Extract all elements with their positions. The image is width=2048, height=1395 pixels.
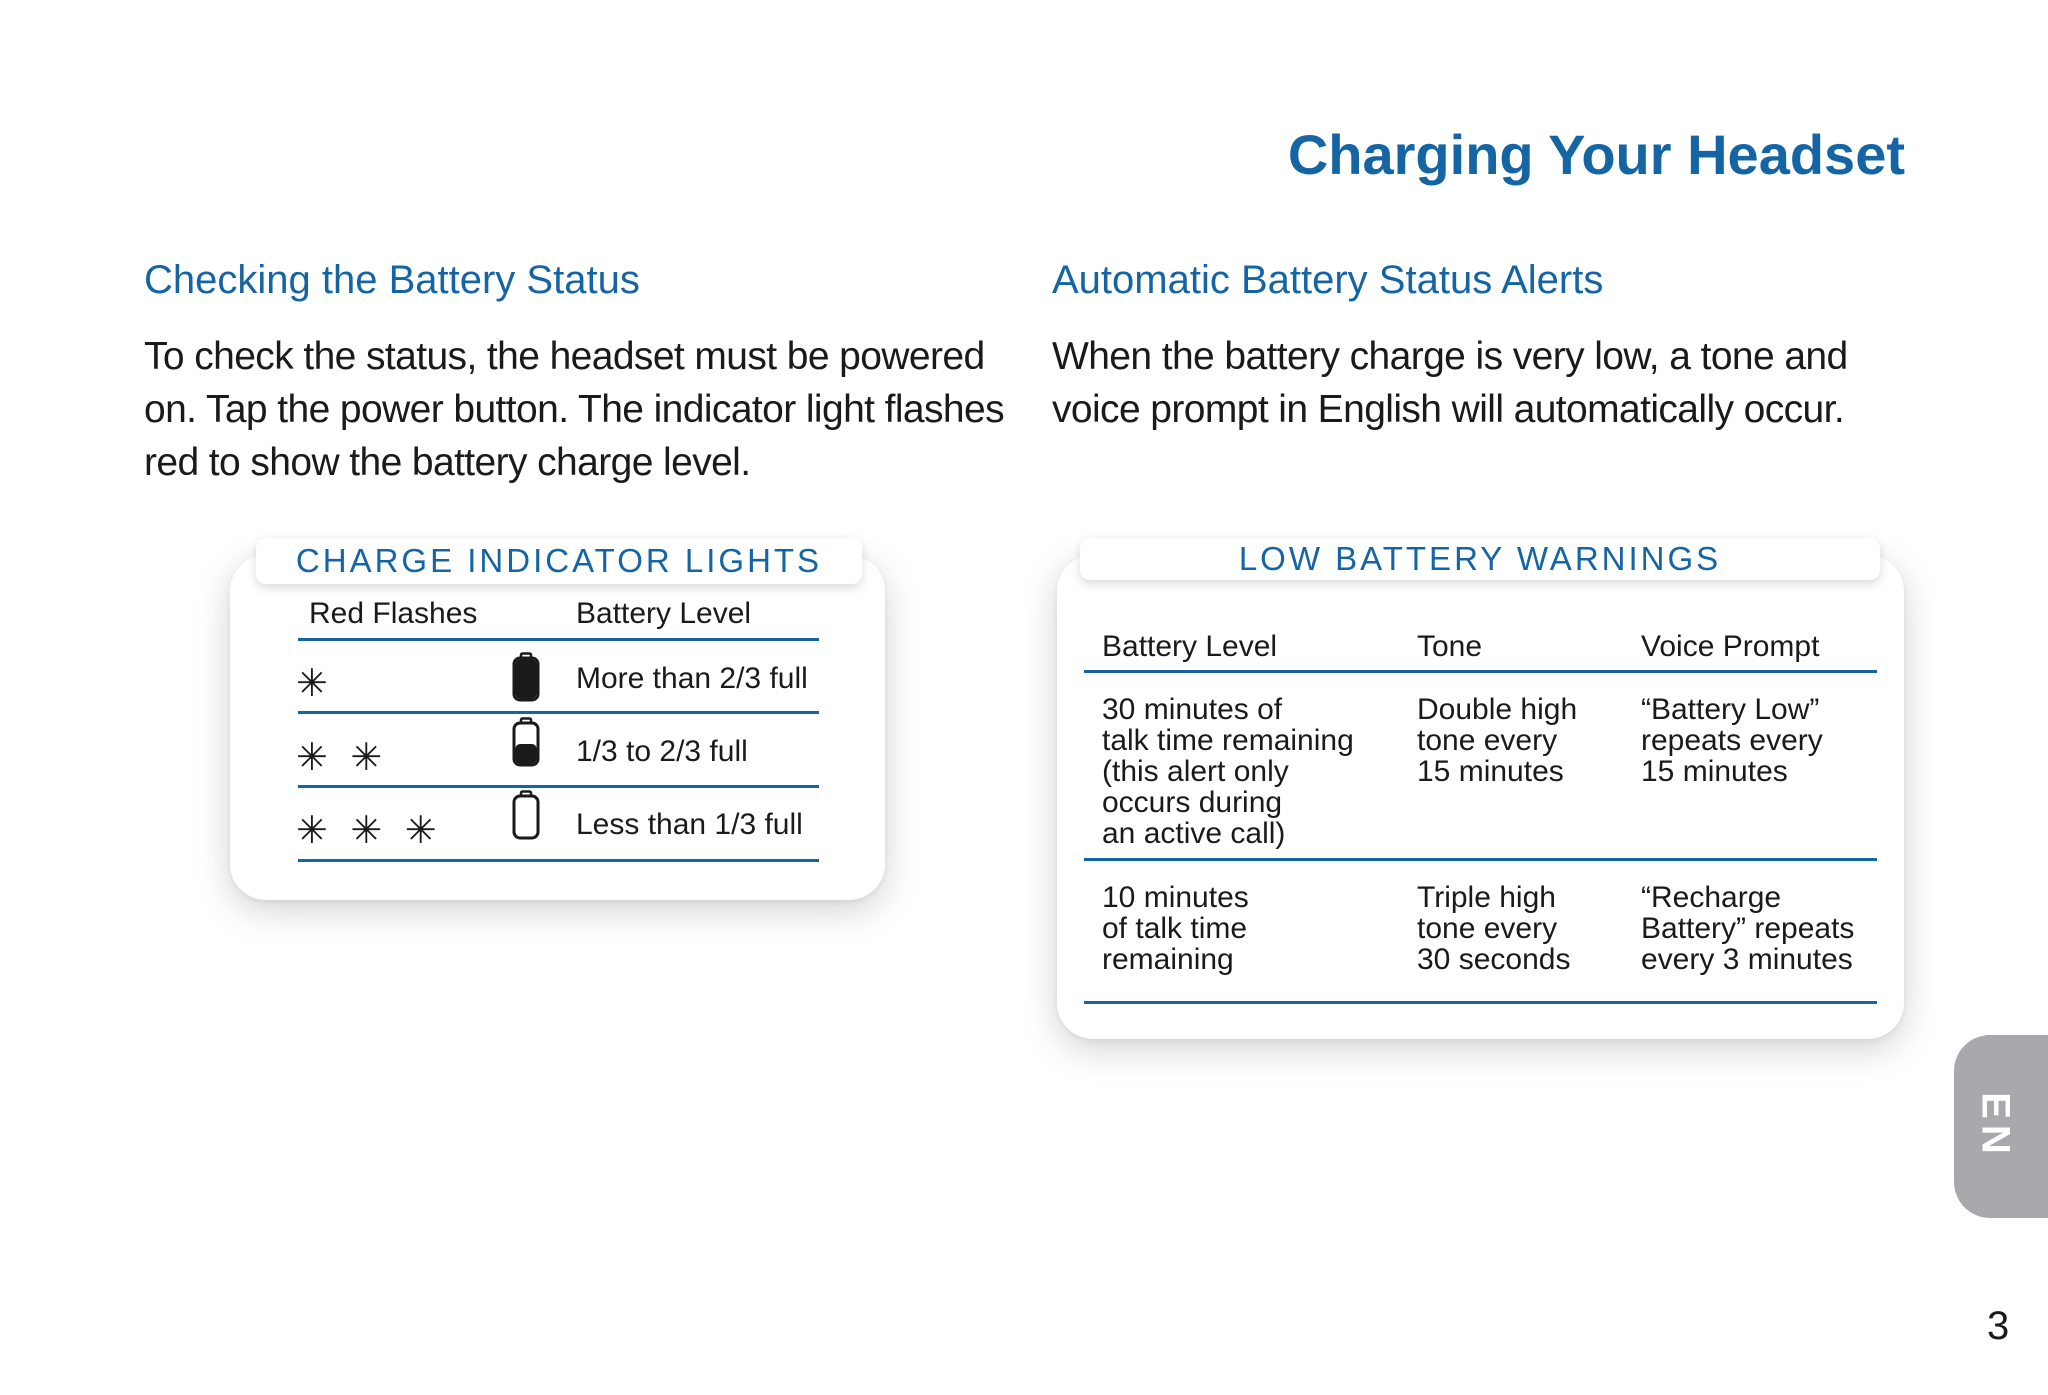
language-tab-label: EN <box>1973 1092 2018 1160</box>
cell-line: every 3 minutes <box>1641 943 1853 976</box>
col-header-red-flashes: Red Flashes <box>309 597 478 630</box>
cell-line: 30 seconds <box>1417 943 1571 976</box>
row-rule <box>1084 858 1877 861</box>
warning-prompt-cell <box>1641 882 1854 975</box>
cell-line: Triple high <box>1417 881 1556 914</box>
body-line: When the battery charge is very low, a tone and <box>1052 335 1848 378</box>
cell-line: an active call) <box>1102 817 1286 850</box>
flash-indicator: ✳ ✳ <box>296 737 389 779</box>
body-line: on. Tap the power button. The indicator light flashes <box>144 388 1005 431</box>
cell-line: “Recharge <box>1641 881 1782 914</box>
charge-indicator-title: CHARGE INDICATOR LIGHTS <box>256 538 862 584</box>
page-number: 3 <box>1987 1304 2010 1348</box>
col-header-battery-level: Battery Level <box>576 597 752 630</box>
flash-indicator: ✳ <box>296 663 334 705</box>
automatic-alerts-body <box>1052 330 1848 436</box>
cell-line: Double high <box>1417 693 1578 726</box>
header-rule <box>298 638 819 641</box>
cell-line: occurs during <box>1102 786 1283 819</box>
body-line: red to show the battery charge level. <box>144 441 751 484</box>
row-rule <box>298 711 819 714</box>
cell-line: 10 minutes <box>1102 881 1249 914</box>
warning-tone-cell <box>1417 694 1577 787</box>
warning-tone-cell <box>1417 882 1570 975</box>
cell-line: 15 minutes <box>1641 755 1788 788</box>
body-line: To check the status, the headset must be powered <box>144 335 985 378</box>
cell-line: Battery” repeats <box>1641 912 1855 945</box>
battery-level-label: Less than 1/3 full <box>576 808 803 841</box>
cell-line: 15 minutes <box>1417 755 1564 788</box>
page-title: Charging Your Headset <box>1287 123 1905 186</box>
warning-level-cell <box>1102 882 1249 975</box>
battery-level-label: 1/3 to 2/3 full <box>576 735 748 768</box>
warning-level-cell <box>1102 694 1354 849</box>
battery-half-icon <box>512 717 540 767</box>
cell-line: remaining <box>1102 943 1234 976</box>
cell-line: talk time remaining <box>1102 724 1354 757</box>
col-header-voice-prompt: Voice Prompt <box>1641 630 1820 663</box>
row-rule <box>298 785 819 788</box>
cell-line: repeats every <box>1641 724 1823 757</box>
checking-battery-heading: Checking the Battery Status <box>144 258 640 302</box>
warning-prompt-cell <box>1641 694 1823 787</box>
col-header-battery-level: Battery Level <box>1102 630 1278 663</box>
low-battery-warnings-title: LOW BATTERY WARNINGS <box>1080 538 1880 580</box>
battery-low-icon <box>512 790 540 840</box>
cell-line: 30 minutes of <box>1102 693 1283 726</box>
row-rule <box>298 859 819 862</box>
cell-line: (this alert only <box>1102 755 1289 788</box>
checking-battery-body <box>144 330 1004 489</box>
col-header-tone: Tone <box>1417 630 1483 663</box>
battery-level-label: More than 2/3 full <box>576 662 808 695</box>
cell-line: “Battery Low” <box>1641 693 1820 726</box>
row-rule <box>1084 1001 1877 1004</box>
automatic-alerts-heading: Automatic Battery Status Alerts <box>1052 258 1604 302</box>
cell-line: tone every <box>1417 912 1558 945</box>
flash-indicator: ✳ ✳ ✳ <box>296 810 443 852</box>
body-line: voice prompt in English will automatically occur. <box>1052 388 1845 431</box>
cell-line: of talk time <box>1102 912 1248 945</box>
header-rule <box>1084 670 1877 673</box>
battery-full-icon <box>512 652 540 702</box>
cell-line: tone every <box>1417 724 1558 757</box>
